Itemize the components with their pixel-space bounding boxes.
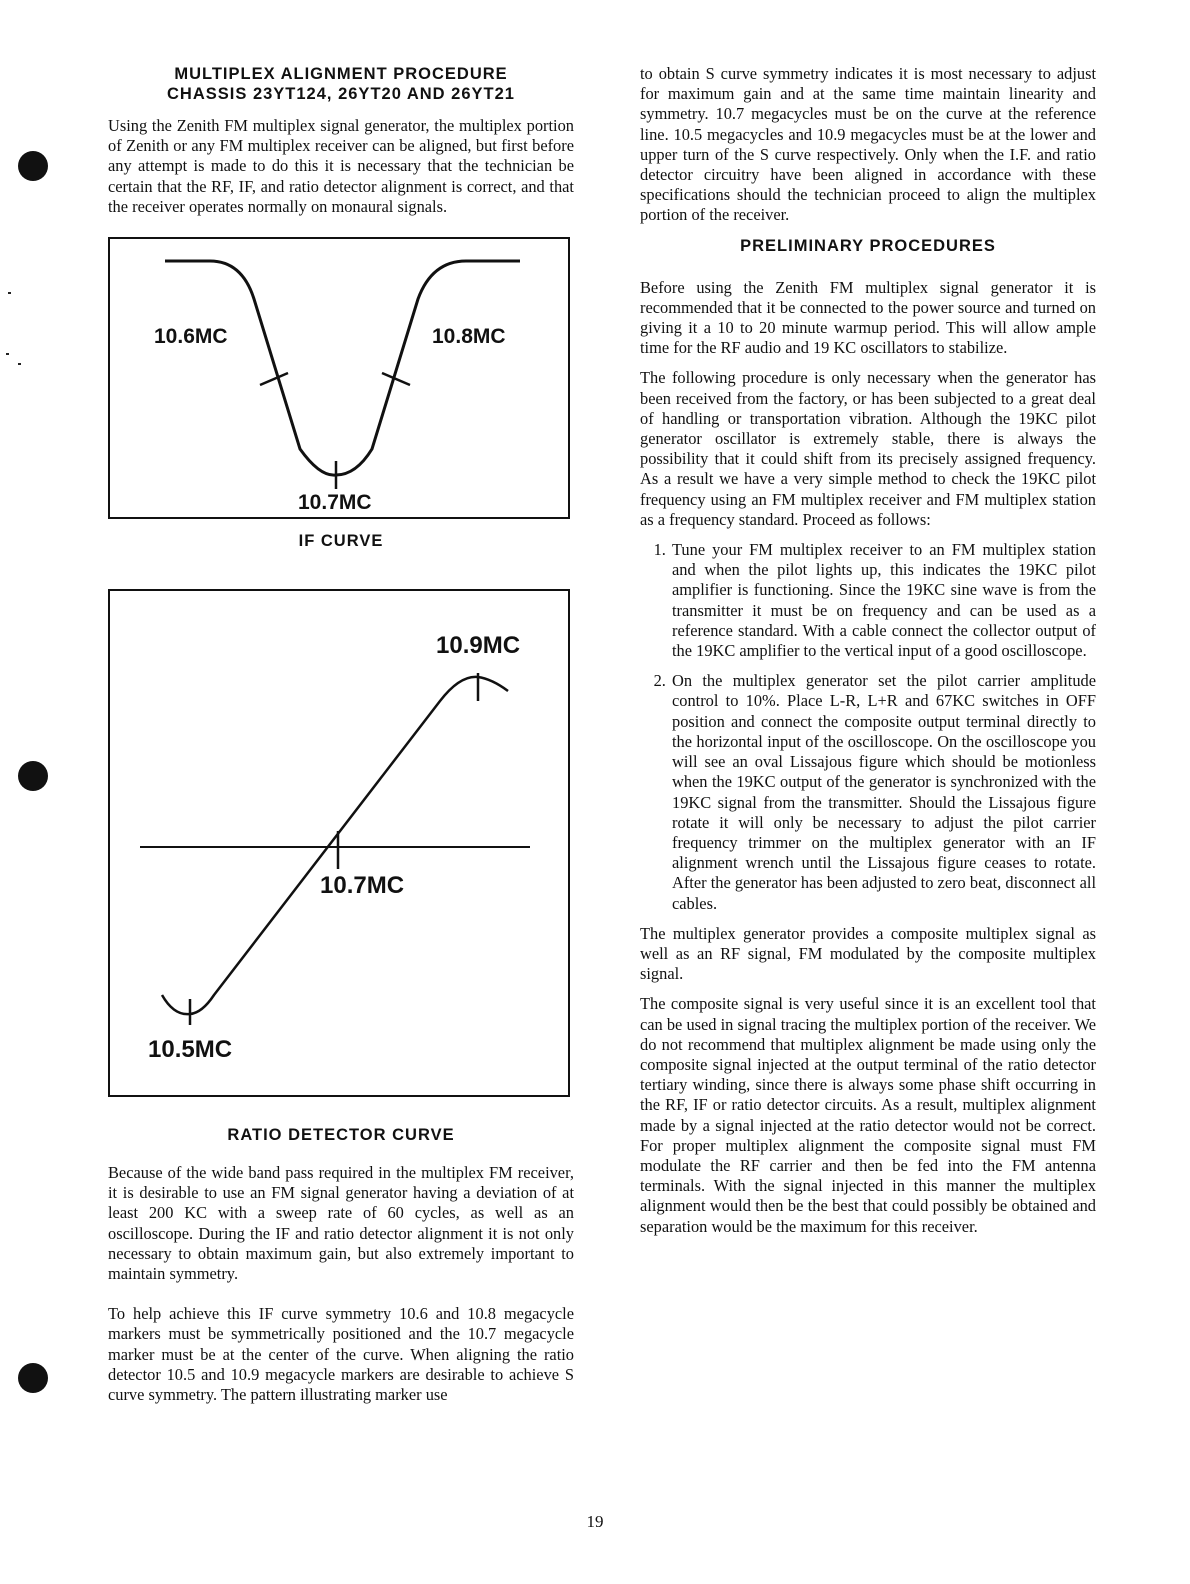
title-line-2: CHASSIS 23YT124, 26YT20 AND 26YT21 (167, 85, 515, 103)
speck-mark (8, 292, 11, 294)
following-paragraph: The following procedure is only necessary when the generator has been received from the factory, or has been subjected to a great deal of handling or transportation vibration. Although the 19KC pilot generator oscillator is extremely stable, there is always the possibility that it could shift from its precisely assigned frequency. As a result we have a very simple method to check the 19KC pilot frequency using an FM multiplex receiver and FM multiplex station as a frequency standard. Proceed as follows: (640, 368, 1096, 529)
binder-hole-top (18, 151, 48, 181)
preliminary-heading: PRELIMINARY PROCEDURES (740, 236, 996, 255)
page-title (108, 64, 574, 104)
page-number: 19 (586, 1512, 604, 1531)
binder-hole-middle (18, 761, 48, 791)
title-line-1: MULTIPLEX ALIGNMENT PROCEDURE (174, 65, 508, 83)
if-marker-10-6 (260, 373, 288, 385)
left-column (108, 64, 574, 1415)
binder-hole-bottom (18, 1363, 48, 1393)
if-curve-trace (165, 261, 520, 475)
useful-paragraph: The composite signal is very useful since it is an excellent tool that can be used in signal tracing the multiplex portion of the receiver. We do not recommend that multiplex alignment be made using only the composite signal injected at the output terminal of the ratio detector tertiary winding, since there is always some phase shift occurring in the RF, IF or ratio detector circuits. As a result, multiplex alignment made by a signal injected at the ratio detector would not be correct. For proper multiplex alignment the composite signal must FM modulate the RF carrier and then be fed into the FM antenna terminals. With the signal injected in this manner the multiplex alignment would then be the best that could possibly be obtained and separation would be the maximum for this receiver. (640, 994, 1096, 1236)
speck-mark (18, 363, 21, 365)
procedure-step-1: 1. Tune your FM multiplex receiver to an FM multiplex station and when the pilot lights up, this indicates the 19KC pilot amplifier is functioning. Since the 19KC sine wave is from the transmitter it must be on frequency and can be used as a reference standard. With a cable connect the collector output of the 19KC amplifier to the vertical input of a good oscilloscope. (670, 540, 1096, 661)
if-curve-figure (108, 237, 570, 519)
ratio-detector-caption: RATIO DETECTOR CURVE (227, 1126, 455, 1145)
s-curve-trace (162, 677, 508, 1014)
symmetry-paragraph: To help achieve this IF curve symmetry 10.6 and 10.8 megacycle markers must be symmetrically positioned and the 10.7 megacycle marker must be at the center of the curve. When aligning the ratio detector 10.5 and 10.9 megacycle markers are desirable to achieve S curve symmetry. The pattern illustrating marker use (108, 1304, 574, 1405)
speck-mark (6, 353, 9, 355)
ratio-label-center: 10.7MC (320, 872, 405, 900)
if-label-center: 10.7MC (298, 491, 372, 515)
ratio-detector-diagram (110, 591, 568, 1095)
intro-paragraph: Using the Zenith FM multiplex signal generator, the multiplex portion of Zenith or any FM multiplex receiver can be aligned, but first before any attempt is made to do this it is necessary that the technician be certain that the RF, IF, and ratio detector alignment is correct, and that the receiver operates normally on monaural signals. (108, 116, 574, 216)
warmup-paragraph: Before using the Zenith FM multiplex signal generator it is recommended that it be connected to the power source and turned on giving it a 10 to 20 minute warmup period. This will allow ample time for the RF audio and 19 KC oscillators to stabilize. (640, 277, 1096, 358)
if-curve-diagram (110, 239, 568, 517)
if-label-left: 10.6MC (154, 325, 228, 349)
procedure-steps (640, 540, 1096, 914)
ratio-label-bottom: 10.5MC (148, 1036, 233, 1064)
ratio-detector-figure (108, 589, 570, 1097)
if-curve-caption: IF CURVE (298, 532, 384, 551)
bandpass-paragraph: Because of the wide band pass required in the multiplex FM receiver, it is desirable to use an FM signal generator having a deviation of at least 200 KC with a sweep rate of 60 cycles, as well as an oscilloscope. During the IF and ratio detector alignment it is not only necessary to obtain maximum gain, but also extremely important to maintain symmetry. (108, 1163, 574, 1284)
procedure-step-2: 2. On the multiplex generator set the pilot carrier amplitude control to 10%. Place L-R, L+R and 67KC switches in OFF position and connect the composite output terminal directly to the horizontal input of the oscilloscope. On the oscilloscope you will see an oval Lissajous figure which should be motionless when the 19KC output of the generator is synchronized with the 19KC signal from the transmitter. Should the Lissajous figure rotate it will only be necessary to adjust the pilot carrier frequency trimmer on the multiplex generator with an IF alignment wrench until the Lissajous figure ceases to rotate. After the generator has been adjusted to zero beat, disconnect all cables. (670, 671, 1096, 913)
composite-paragraph: The multiplex generator provides a composite multiplex signal as well as an RF signal, FM modulated by the composite multiplex signal. (640, 923, 1096, 984)
continuation-paragraph: to obtain S curve symmetry indicates it is most necessary to adjust for maximum gain and at the same time maintain linearity and symmetry. 10.7 megacycles must be on the curve at the reference line. 10.5 megacycles and 10.9 megacycles must be at the lower and upper turn of the S curve respectively. Only when the I.F. and ratio detector circuitry have been aligned in accordance with these specifications should the technician proceed to align the multiplex portion of the receiver. (640, 64, 1096, 225)
right-column (640, 64, 1096, 1247)
ratio-label-top: 10.9MC (436, 632, 521, 660)
if-label-right: 10.8MC (432, 325, 506, 349)
